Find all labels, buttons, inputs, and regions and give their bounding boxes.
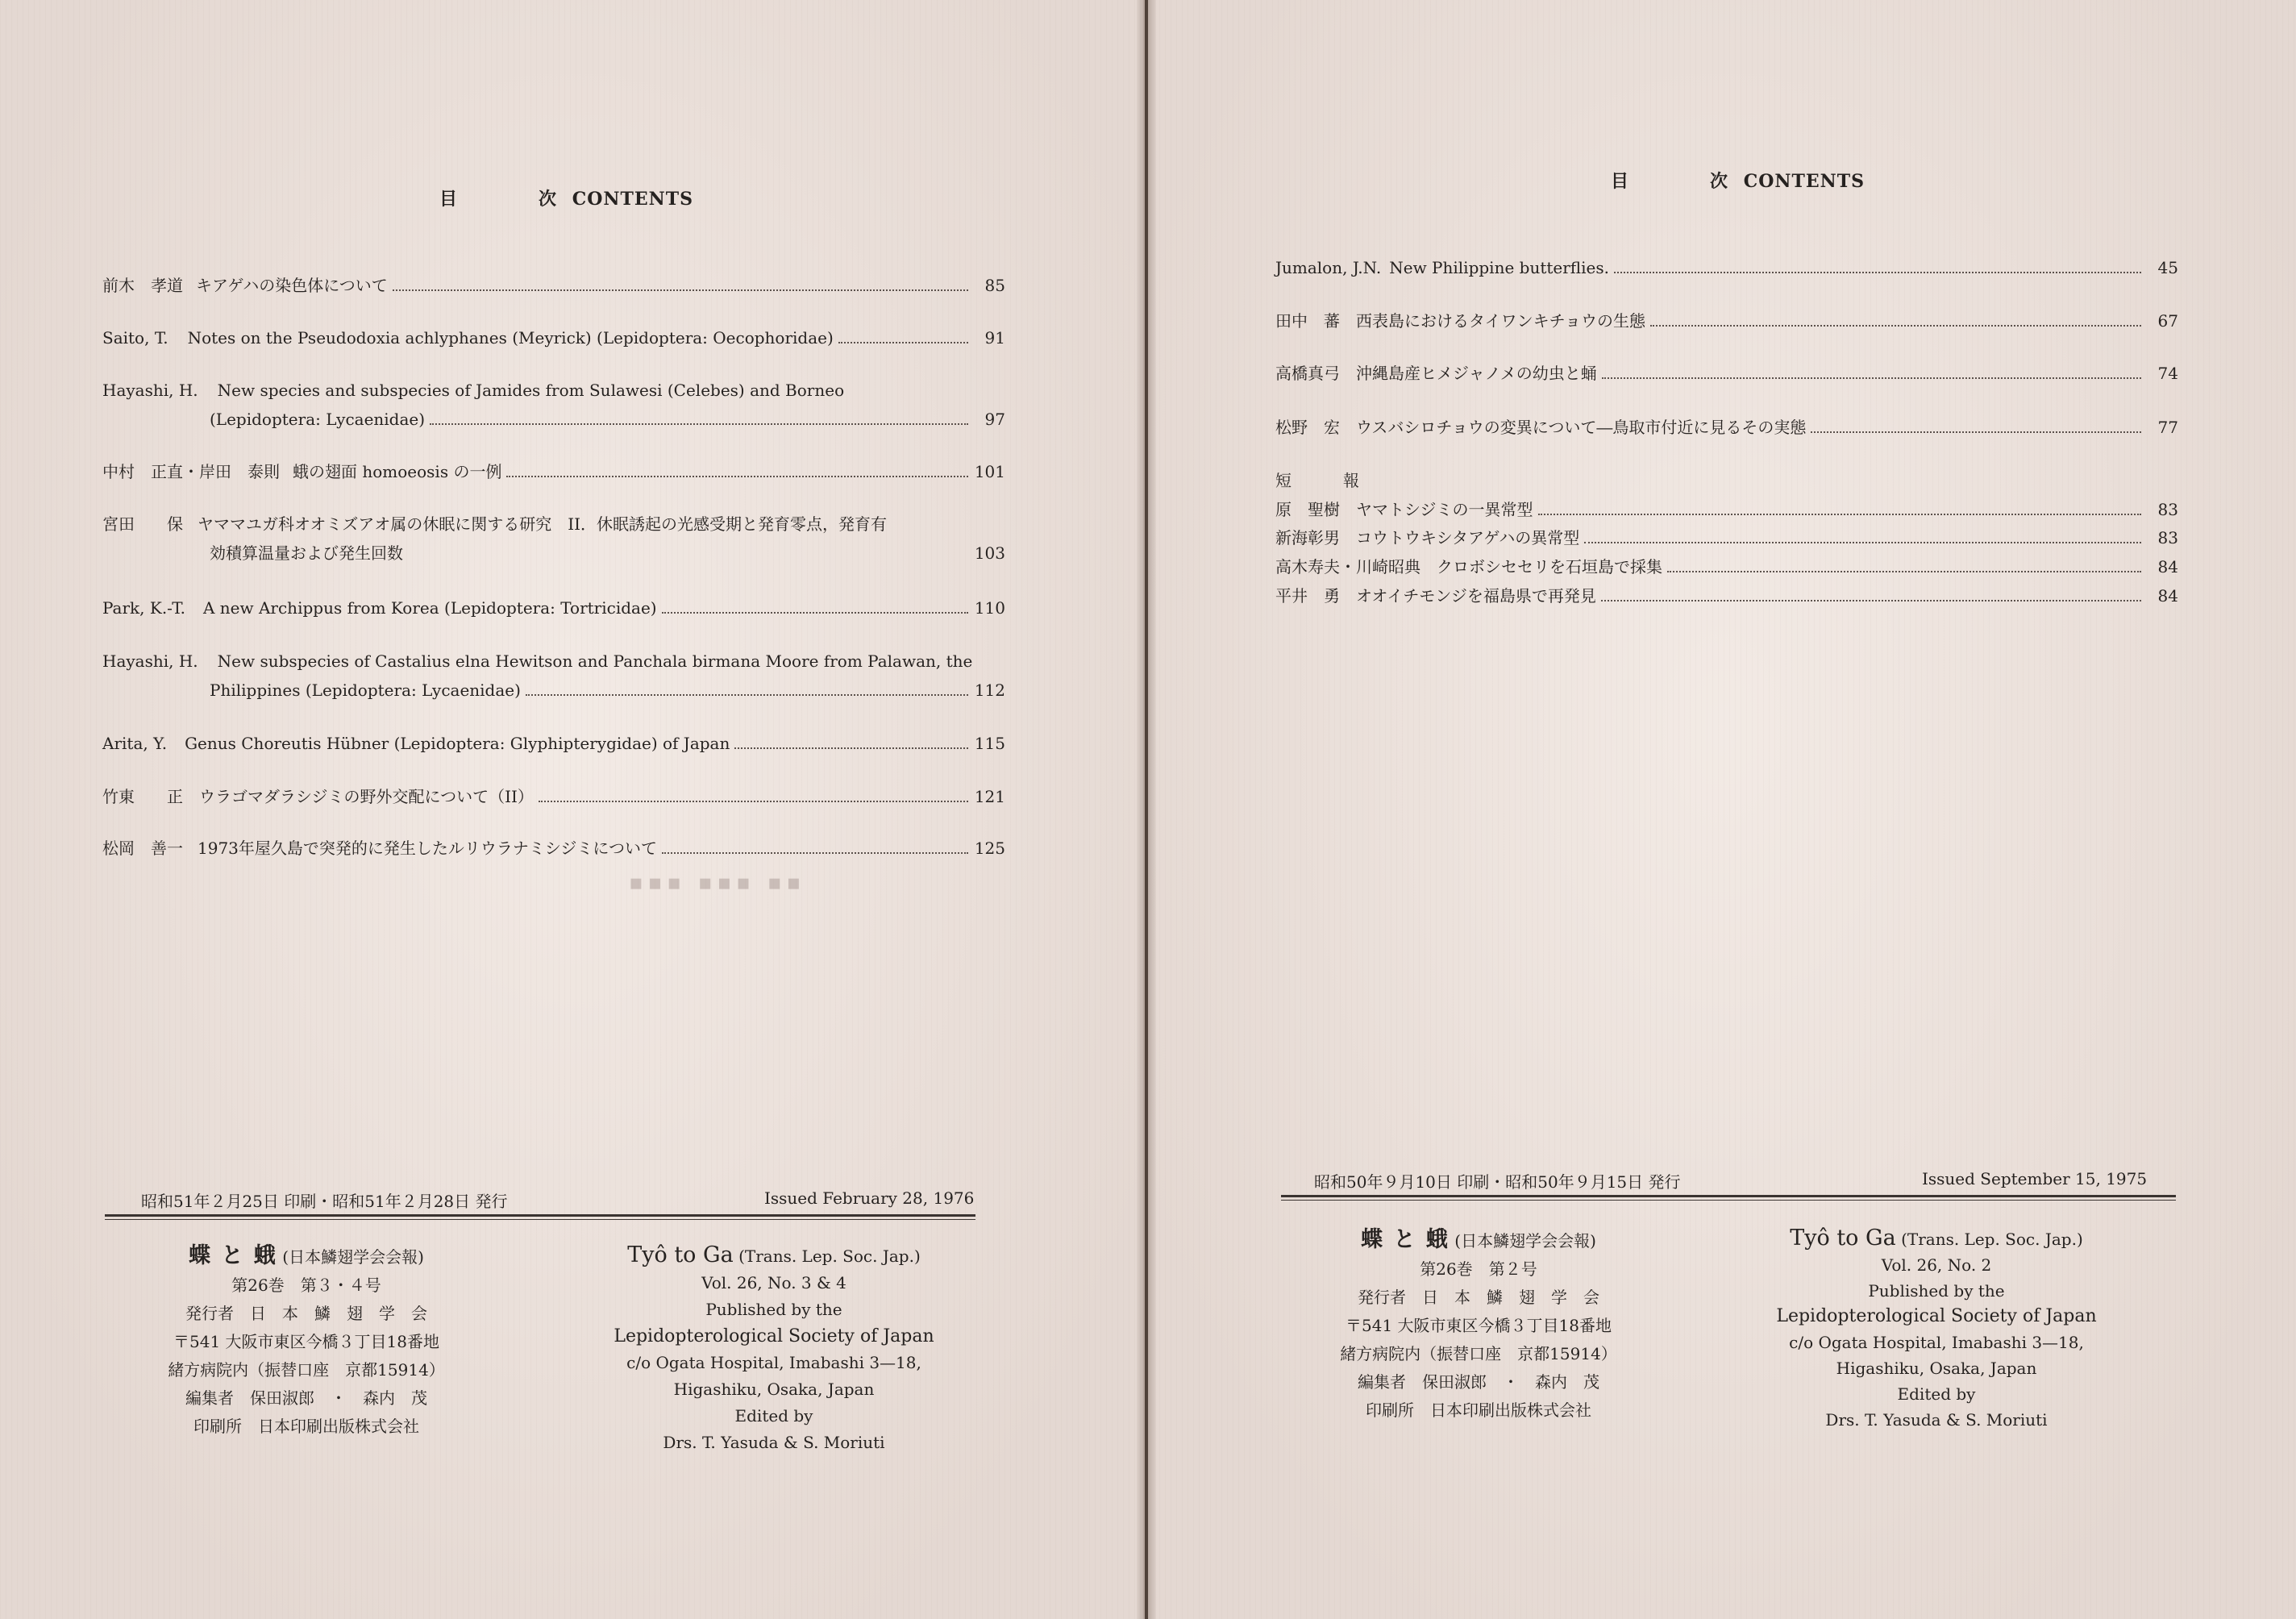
entry-title: 1973年屋久島で突発的に発生したルリウラナミシジミについて bbox=[198, 839, 657, 858]
entry-author: Arita, Y. bbox=[102, 734, 168, 753]
issued-en: Issued February 28, 1976 bbox=[764, 1188, 975, 1208]
entry-title: New Philippine butterflies. bbox=[1389, 258, 1609, 277]
entry-author: 高橋真弓 bbox=[1275, 364, 1340, 383]
contents-heading bbox=[439, 185, 693, 210]
entry-author: Saito, T. bbox=[102, 328, 168, 348]
entry-title: ヤマトシジミの一異常型 bbox=[1356, 500, 1533, 519]
short-report-entry bbox=[1275, 523, 2178, 552]
address-en: c/o Ogata Hospital, Imabashi 3—18, bbox=[1789, 1333, 2084, 1352]
entry-page: 84 bbox=[2157, 557, 2178, 576]
dot-leader bbox=[838, 342, 968, 343]
issued-jp: 昭和50年９月10日 印刷・昭和50年９月15日 発行 bbox=[1314, 1172, 1681, 1192]
toc-entry bbox=[1275, 413, 2178, 442]
dot-leader bbox=[526, 694, 968, 696]
journal-subtitle-en: (Trans. Lep. Soc. Jap.) bbox=[1901, 1230, 2083, 1249]
printer-jp: 印刷所 日本印刷出版株式会社 bbox=[1366, 1400, 1591, 1420]
journal-title-en: Tyô to Ga bbox=[1790, 1226, 1896, 1251]
journal-subtitle-en: (Trans. Lep. Soc. Jap.) bbox=[738, 1247, 921, 1266]
entry-page: 77 bbox=[2157, 418, 2178, 437]
dot-leader bbox=[1667, 571, 2141, 572]
address-jp: 〒541 大阪市東区今橋３丁目18番地 bbox=[1346, 1316, 1612, 1335]
colophon-rule-bottom bbox=[105, 1219, 975, 1220]
entry-title: 蛾の翅面 homoeosis の一例 bbox=[293, 462, 502, 481]
printer-jp: 印刷所 日本印刷出版株式会社 bbox=[193, 1417, 419, 1436]
edited-by-en: Edited by bbox=[734, 1406, 813, 1425]
editors-jp: 編集者 保田淑郎 ・ 森内 茂 bbox=[1358, 1372, 1599, 1392]
entry-author: 原 聖樹 bbox=[1275, 500, 1340, 519]
dot-leader bbox=[1601, 600, 2141, 601]
entry-author: 宮田 保 bbox=[102, 514, 183, 534]
journal-title-jp: 蝶 と 蛾 bbox=[189, 1243, 277, 1268]
heading-jp-2: 次 bbox=[1710, 171, 1729, 192]
entry-title: Genus Choreutis Hübner (Lepidoptera: Glyphipterygidae) of Japan bbox=[185, 734, 730, 753]
toc-entry bbox=[102, 323, 1005, 352]
toc-entry bbox=[102, 376, 1005, 434]
toc-entry bbox=[102, 834, 1005, 863]
heading-jp-1: 目 bbox=[439, 189, 459, 210]
contents-heading bbox=[1611, 168, 1865, 193]
toc-entry bbox=[1275, 306, 2178, 335]
entry-title-cont: 効積算温量および発生回数 bbox=[210, 543, 403, 563]
entry-page: 103 bbox=[974, 543, 1005, 563]
society-en: Lepidopterological Society of Japan bbox=[1776, 1306, 2097, 1326]
journal-subtitle-jp: (日本鱗翅学会会報) bbox=[1454, 1231, 1596, 1251]
short-report-entry bbox=[1275, 552, 2178, 581]
entry-title: New species and subspecies of Jamides from Sulawesi (Celebes) and Borneo bbox=[217, 381, 845, 400]
dot-leader bbox=[734, 747, 967, 749]
journal-subtitle-jp: (日本鱗翅学会会報) bbox=[282, 1247, 424, 1267]
colophon-jp bbox=[129, 1242, 484, 1441]
entry-page: 125 bbox=[974, 839, 1005, 858]
entry-author: 前木 孝道 bbox=[102, 276, 183, 295]
address2-jp: 緒方病院内（振替口座 京都15914） bbox=[1340, 1344, 1617, 1363]
entry-author: 高木寿夫・川崎昭典 bbox=[1275, 557, 1420, 576]
dot-leader bbox=[1811, 431, 2141, 433]
volume-en: Vol. 26, No. 3 & 4 bbox=[701, 1273, 846, 1292]
entry-author: 竹東 正 bbox=[102, 787, 183, 806]
dot-leader bbox=[1650, 325, 2141, 327]
publisher-jp: 発行者 日 本 鱗 翅 学 会 bbox=[185, 1304, 427, 1323]
toc-entry bbox=[102, 510, 1005, 568]
address2-en: Higashiku, Osaka, Japan bbox=[1836, 1359, 2037, 1378]
dot-leader bbox=[1538, 514, 2142, 515]
entry-title: A new Archippus from Korea (Lepidoptera: Tortricidae) bbox=[202, 598, 657, 618]
entry-author: Hayashi, H. bbox=[102, 381, 198, 400]
entry-page: 91 bbox=[984, 328, 1005, 348]
journal-title-en: Tyô to Ga bbox=[627, 1242, 734, 1267]
entry-page: 74 bbox=[2157, 364, 2178, 383]
dot-leader bbox=[662, 612, 968, 614]
address-jp: 〒541 大阪市東区今橋３丁目18番地 bbox=[173, 1332, 439, 1351]
volume-en: Vol. 26, No. 2 bbox=[1881, 1255, 1992, 1275]
short-report-entry bbox=[1275, 495, 2178, 524]
editors-jp: 編集者 保田淑郎 ・ 森内 茂 bbox=[185, 1388, 427, 1408]
address2-jp: 緒方病院内（振替口座 京都15914） bbox=[168, 1360, 445, 1380]
entry-page: 121 bbox=[974, 787, 1005, 806]
heading-en: CONTENTS bbox=[1743, 171, 1865, 192]
entry-title: ウスバシロチョウの変異について―鳥取市付近に見るその実態 bbox=[1356, 418, 1807, 437]
entry-title: コウトウキシタアゲハの異常型 bbox=[1356, 528, 1580, 547]
entry-page: 83 bbox=[2157, 528, 2178, 547]
entry-page: 110 bbox=[974, 598, 1005, 618]
heading-jp-1: 目 bbox=[1611, 171, 1630, 192]
right-page bbox=[1148, 0, 2296, 1619]
entry-title: キアゲハの染色体について bbox=[196, 276, 388, 295]
colophon-rule-top bbox=[105, 1214, 975, 1217]
dot-leader bbox=[1602, 377, 2141, 379]
entry-page: 45 bbox=[2157, 258, 2178, 277]
bleed-through-smudge: ▪▪▪ ▪▪▪ ▪▪ bbox=[629, 871, 806, 895]
entry-author: 中村 正直・岸田 泰則 bbox=[102, 462, 280, 481]
entry-title: クロボシセセリを石垣島で採集 bbox=[1437, 557, 1662, 576]
dot-leader bbox=[1584, 542, 2141, 543]
book-gutter bbox=[1137, 0, 1156, 1619]
entry-author: Park, K.-T. bbox=[102, 598, 185, 618]
entry-author: 新海彰男 bbox=[1275, 528, 1340, 547]
toc-entry bbox=[102, 457, 1005, 486]
short-report-entry bbox=[1275, 581, 2178, 610]
issued-jp: 昭和51年２月25日 印刷・昭和51年２月28日 発行 bbox=[141, 1192, 508, 1211]
toc-entry bbox=[102, 647, 1005, 705]
entry-author: 田中 蕃 bbox=[1275, 311, 1340, 331]
entry-author: 松岡 善一 bbox=[102, 839, 183, 858]
entry-title: Notes on the Pseudodoxia achlyphanes (Meyrick) (Lepidoptera: Oecophoridae) bbox=[187, 328, 834, 348]
colophon-en bbox=[580, 1242, 967, 1456]
entry-page: 67 bbox=[2157, 311, 2178, 331]
dot-leader bbox=[1614, 272, 2141, 273]
dot-leader bbox=[430, 423, 968, 425]
dot-leader bbox=[662, 852, 968, 854]
entry-page: 112 bbox=[974, 680, 1005, 700]
dot-leader bbox=[539, 801, 968, 802]
entry-title: オオイチモンジを福島県で再発見 bbox=[1356, 586, 1596, 606]
toc-entry bbox=[102, 271, 1005, 300]
colophon-rule-top bbox=[1281, 1195, 2176, 1197]
toc-entry bbox=[1275, 253, 2178, 282]
toc-entry bbox=[102, 782, 1005, 811]
volume-jp: 第26巻 第３・４号 bbox=[231, 1276, 381, 1295]
toc-entry bbox=[1275, 359, 2178, 388]
publisher-jp: 発行者 日 本 鱗 翅 学 会 bbox=[1358, 1288, 1599, 1307]
journal-title-jp: 蝶 と 蛾 bbox=[1361, 1227, 1450, 1252]
entry-title: ウラゴマダラシジミの野外交配について（II） bbox=[199, 787, 534, 806]
colophon-rule-bottom bbox=[1281, 1200, 2176, 1201]
colophon-en bbox=[1743, 1226, 2130, 1433]
entry-page: 101 bbox=[974, 462, 1005, 481]
entry-title-cont: (Lepidoptera: Lycaenidae) bbox=[210, 410, 426, 429]
colophon-jp bbox=[1301, 1226, 1656, 1425]
editors-en: Drs. T. Yasuda & S. Moriuti bbox=[1825, 1410, 2048, 1430]
entry-title: ヤママユガ科オオミズアオ属の休眠に関する研究 II．休眠誘起の光感受期と発育零点，発育有 bbox=[198, 514, 888, 534]
entry-author: Hayashi, H. bbox=[102, 651, 198, 671]
heading-en: CONTENTS bbox=[572, 189, 693, 210]
dot-leader bbox=[506, 476, 967, 477]
entry-page: 115 bbox=[974, 734, 1005, 753]
entry-page: 83 bbox=[2157, 500, 2178, 519]
toc-entry bbox=[102, 593, 1005, 622]
dot-leader bbox=[408, 557, 968, 559]
published-by-en: Published by the bbox=[1868, 1281, 2005, 1301]
heading-jp-2: 次 bbox=[539, 189, 558, 210]
entry-title: 西表島におけるタイワンキチョウの生態 bbox=[1356, 311, 1645, 331]
address-en: c/o Ogata Hospital, Imabashi 3—18, bbox=[626, 1353, 921, 1372]
entry-page: 85 bbox=[984, 276, 1005, 295]
published-by-en: Published by the bbox=[705, 1300, 842, 1319]
issued-en: Issued September 15, 1975 bbox=[1922, 1169, 2148, 1188]
entry-page: 84 bbox=[2157, 586, 2178, 606]
society-en: Lepidopterological Society of Japan bbox=[614, 1326, 934, 1346]
entry-page: 97 bbox=[984, 410, 1005, 429]
toc-entry bbox=[102, 729, 1005, 758]
entry-title: New subspecies of Castalius elna Hewitson and Panchala birmana Moore from Palawan, the bbox=[217, 651, 973, 671]
edited-by-en: Edited by bbox=[1897, 1384, 1976, 1404]
address2-en: Higashiku, Osaka, Japan bbox=[673, 1380, 875, 1399]
entry-title-cont: Philippines (Lepidoptera: Lycaenidae) bbox=[210, 680, 521, 700]
entry-author: 松野 宏 bbox=[1275, 418, 1340, 437]
volume-jp: 第26巻 第２号 bbox=[1420, 1259, 1537, 1279]
entry-title: 沖縄島産ヒメジャノメの幼虫と蛹 bbox=[1356, 364, 1597, 383]
editors-en: Drs. T. Yasuda & S. Moriuti bbox=[663, 1433, 885, 1452]
entry-author: 平井 勇 bbox=[1275, 586, 1340, 606]
entry-author: Jumalon, J.N. bbox=[1275, 258, 1382, 277]
dot-leader bbox=[393, 289, 968, 291]
left-page bbox=[0, 0, 1145, 1619]
short-reports-heading: 短 報 bbox=[1275, 471, 1377, 490]
